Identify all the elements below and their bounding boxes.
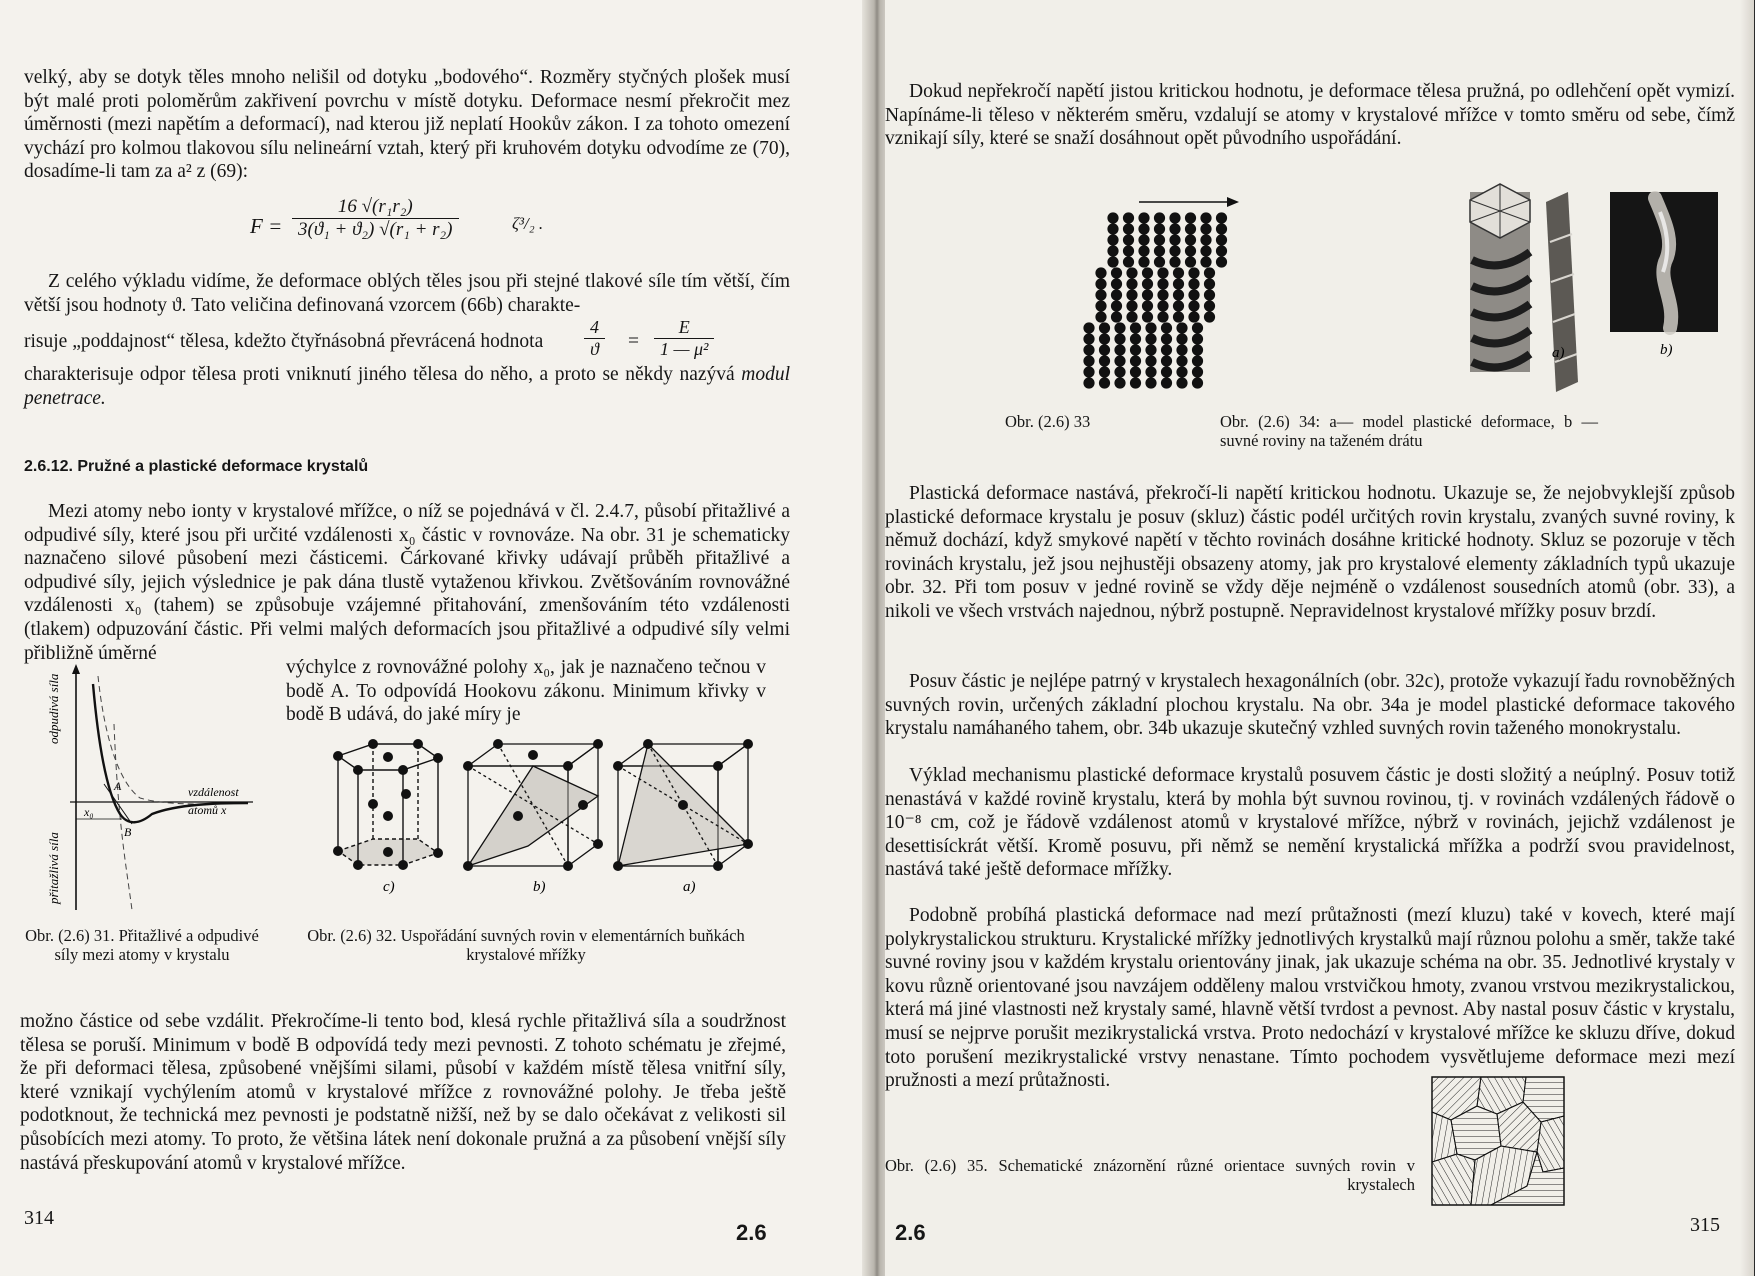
atom-dot [1114, 322, 1125, 333]
atom-dot [1111, 278, 1122, 289]
left-page [0, 0, 870, 1276]
fig31-ylabel-top: odpudivá síla [46, 673, 61, 744]
atom-dot [1095, 289, 1106, 300]
atom-dot [1099, 322, 1110, 333]
figure-31-force-curve [48, 664, 258, 916]
atom-dot [1188, 267, 1199, 278]
atom-dot [1123, 234, 1134, 245]
atom-dot [1204, 278, 1215, 289]
left-paragraph-3-continued: výchylce z rovnovážné polohy x₀, jak je naznačeno tečnou v bodě A. To odpovídá Hookovu zákonu. Minimum křivky v bodě B udává, do jaké míry je [286, 657, 766, 726]
formula-force [250, 196, 710, 262]
fig32-label-b: b) [533, 879, 546, 895]
atom-dot [1142, 289, 1153, 300]
atom-dot [1145, 355, 1156, 366]
atom-dot [1192, 355, 1203, 366]
atom-dot [1185, 234, 1196, 245]
atom-dot [1173, 311, 1184, 322]
atom-dot [1095, 300, 1106, 311]
atom-dot [1154, 234, 1165, 245]
atom-dot [1123, 256, 1134, 267]
figure-34-caption: Obr. (2.6) 34: a— model plastické deformace, b — suvné roviny na taženém drátu [1220, 412, 1598, 450]
atom-dot [1157, 300, 1168, 311]
atom-dot [1204, 300, 1215, 311]
penetration-line: risuje „poddajnost“ tělesa, kdežto čtyřnásobná převrácená hodnota $\frac{4}{ϑ}$ = $\frac{E}{\text{1 — μ²}}$ [24, 317, 790, 363]
atom-dot [1095, 311, 1106, 322]
atom-dot [1138, 245, 1149, 256]
atom-dot [1154, 256, 1165, 267]
figure-31-caption: Obr. (2.6) 31. Přitažlivé a odpudivé síly mezi atomy v krystalu [25, 926, 259, 964]
figure-35-polycrystal [1431, 1076, 1565, 1206]
atom-dot [1176, 344, 1187, 355]
atom-dot [1145, 333, 1156, 344]
atom-dot [1099, 355, 1110, 366]
section-mark-left: 2.6 [736, 1220, 767, 1245]
atom-dot [1161, 322, 1172, 333]
atom-dot [1107, 245, 1118, 256]
formula-fraction [292, 196, 459, 241]
atom-dot [1138, 223, 1149, 234]
atom-dot [1216, 234, 1227, 245]
atom-dot [1142, 278, 1153, 289]
atom-dot [1099, 366, 1110, 377]
atom-dot [1154, 212, 1165, 223]
atom-dot [1200, 212, 1211, 223]
atom-dot [1169, 256, 1180, 267]
atom-dot [1173, 267, 1184, 278]
atom-dot [1126, 278, 1137, 289]
figure-35-caption: Obr. (2.6) 35. Schematické znázornění různé orientace suvných rovin v krystalech [885, 1156, 1415, 1194]
atom-dot [1114, 355, 1125, 366]
atom-dot [1188, 289, 1199, 300]
atom-dot [1099, 344, 1110, 355]
atom-dot [1095, 278, 1106, 289]
atom-dot [1130, 355, 1141, 366]
atom-dot [1188, 278, 1199, 289]
fig31-label-x0: x₀ [84, 805, 94, 819]
atom-dot [1216, 212, 1227, 223]
atom-dot [1188, 311, 1199, 322]
atom-dot [1176, 377, 1187, 388]
atom-dot [1192, 333, 1203, 344]
fig32-hexagonal-cell [333, 739, 443, 870]
atom-dot [1192, 344, 1203, 355]
right-paragraph-3: Posuv částic je nejlépe patrný v krystalech hexagonálních (obr. 32c), protože vykazují řadu rovnoběžných suvných rovin, určených základní plochou krystalu. Na obr. 34a je model plastické deformace takového krystalu namáhaného tahem, obr. 34b ukazuje skutečný vzhled suvných rovin taženého monokrystalu. [885, 671, 1735, 740]
atom-dot [1107, 256, 1118, 267]
atom-dot [1130, 322, 1141, 333]
atom-dot [1169, 223, 1180, 234]
atom-dot [1204, 267, 1215, 278]
atom-dot [1083, 344, 1094, 355]
section-heading: 2.6.12. Pružné a plastické deformace krystalů [24, 458, 369, 475]
atom-dot [1099, 333, 1110, 344]
fig31-label-a: A [114, 779, 122, 793]
atom-dot [1176, 322, 1187, 333]
formula-denominator: 3(ϑ₁ + ϑ₂) √(r₁ + r₂) [298, 219, 453, 240]
fig34-label-b: b) [1660, 342, 1673, 358]
atom-dot [1107, 234, 1118, 245]
atom-dot [1161, 366, 1172, 377]
atom-dot [1111, 300, 1122, 311]
atom-dot [1216, 245, 1227, 256]
atom-dot [1173, 300, 1184, 311]
atom-dot [1130, 366, 1141, 377]
fig31-label-b: B [124, 825, 132, 839]
fig34-label-a: a) [1552, 345, 1565, 361]
atom-dot [1204, 289, 1215, 300]
atom-dot [1185, 223, 1196, 234]
atom-dot [1095, 267, 1106, 278]
atom-dot [1123, 223, 1134, 234]
right-paragraph-2: Plastická deformace nastává, překročí-li napětí kritickou hodnotu. Ukazuje se, že nejobvyklejší způsob plastické deformace krystalu je posuv (skluz) částic podél určitých rovin krystalu, zvaných suvné roviny, k němuž dochází, když smykové napětí v těchto rovinách dosáhne kritické hodnoty. Skluz se pozoruje v těch rovinách krystalu, jež jsou nejhustěji obsazeny atomy, jak pro krystalové elementy základních typů ukazuje obr. 32. Při tom posuv v jedné rovině se vždy děje nejméně o vzdálenost sousedních atomů (obr. 33), a nikoli ve všech vrstvách najednou, nýbrž postupně. Nepravidelnost krystalové mřížky posuv brzdí. [885, 483, 1735, 622]
fraction-4-theta: $\frac{4}{ϑ}$ [584, 317, 605, 360]
right-paragraph-4: Výklad mechanismu plastické deformace krystalů posuvem částic je dosti složitý a neúplný. Posuv totiž nenastává v každé rovině krystalu, která by mohla být suvnou rovinou, tj. v rovinách vzdálených řádově o 10⁻⁸ cm, což je řádově vzdálenost atomů v krystalové mřížce, nýbrž v rovinách, jejichž vzdálenost je desettisíckrát větší. Kromě posuvu, při němž se nemění krystalická mřížka a podrží svou pravidelnost, nastává také ještě deformace mřížky. [885, 765, 1735, 881]
left-paragraph-2: Z celého výkladu vidíme, že deformace oblých těles jsou při stejné tlakové síle tím větší, čím větší jsou hodnoty ϑ. Tato veličina definovaná vzorcem (66b) charakte- risuje „poddajnost“ tělesa, kdežto čtyřnásobná převrácená hodnota $\frac{4}{ϑ}$ = $\frac{E}{\text{1 — μ²}}$ charakterisuje odpor tělesa proti vniknutí jiného tělesa do něho, a proto se někdy nazývá modul penetrace. [24, 271, 790, 409]
atom-dot [1126, 311, 1137, 322]
atom-dot [1176, 333, 1187, 344]
atom-dot [1157, 289, 1168, 300]
atom-dot [1161, 355, 1172, 366]
fig32-label-a: a) [683, 879, 696, 895]
formula-tail: ζ³/₂ . [512, 214, 544, 233]
atom-dot [1114, 333, 1125, 344]
atom-dot [1185, 256, 1196, 267]
atom-dot [1200, 245, 1211, 256]
atom-dot [1123, 212, 1134, 223]
atom-dot [1130, 333, 1141, 344]
atom-dot [1161, 377, 1172, 388]
formula-lhs: F = [250, 214, 283, 238]
left-paragraph-3: Mezi atomy nebo ionty v krystalové mřížce, o níž se pojednává v čl. 2.4.7, působí přitažlivé a odpudivé síly, které jsou při určité vzdálenosti x₀ částic v rovnováze. Na obr. 31 je schematicky naznačeno silové působení mezi částicemi. Čárkované křivky udávají průběh přitažlivé a odpudivé síly, jejich výslednice je pak dána tlustě vytaženou křivkou. Zvětšováním rovnovážné vzdálenosti x₀ (tahem) se způsobuje vzájemné přitahování, zmenšováním této vzdálenosti (tlakem) odpuzování částic. Při velmi malých deformacích jsou přitažlivé a odpudivé síly velmi přibližně úměrné [24, 501, 790, 664]
atom-dot [1083, 377, 1094, 388]
atom-dot [1142, 311, 1153, 322]
atom-dot [1200, 223, 1211, 234]
left-top-paragraph: velký, aby se dotyk těles mnoho nelišil od dotyku „bodového“. Rozměry styčných plošek musí být malé proti poloměrům zakřivení povrchu v místě dotyku. Deformace nesmí překročit mez úměrnosti (mezi napětím a deformací), nad kterou již neplatí Hookův zákon. I za tohoto omezení vychází pro kolmou tlakovou sílu nelineární vztah, který při kruhovém dotyku odvodíme ze (70), dosadíme-li tam za a² z (69): [24, 67, 790, 183]
figure-34-plastic-model [1460, 182, 1755, 402]
atom-dot [1083, 355, 1094, 366]
atom-dot [1083, 333, 1094, 344]
atom-dot [1185, 212, 1196, 223]
fig31-label-atoms: atomů x [188, 803, 227, 817]
fig34b-drawn-wire-photo [1610, 192, 1718, 332]
atom-dot [1114, 344, 1125, 355]
atom-dot [1200, 256, 1211, 267]
atom-dot [1204, 311, 1215, 322]
atom-dot [1173, 278, 1184, 289]
atom-dot [1173, 289, 1184, 300]
atom-dot [1169, 212, 1180, 223]
atom-dot [1169, 234, 1180, 245]
fig32-label-c: c) [383, 879, 395, 895]
atom-dot [1161, 344, 1172, 355]
atom-dot [1161, 333, 1172, 344]
atom-dot [1123, 245, 1134, 256]
atom-dot [1138, 234, 1149, 245]
fig32-bcc-cell [613, 739, 753, 871]
atom-dot [1145, 377, 1156, 388]
atom-dot [1192, 377, 1203, 388]
atom-dot [1138, 212, 1149, 223]
right-page [885, 0, 1754, 1276]
figure-33-caption: Obr. (2.6) 33 [1005, 412, 1091, 431]
atom-dot [1099, 377, 1110, 388]
left-paragraph-4: možno částice od sebe vzdálit. Překročíme-li tento bod, klesá rychle přitažlivá síla a soudržnost tělesa se poruší. Minimum v bodě B odpovídá tedy mezi pevnosti. Z tohoto schématu je zřejmé, že při deformaci tělesa, způsobené vnějšími silami, působí v každém místě tělesa vnitřní síly, které vznikají vychýlením atomů v krystalové mřížce z rovnovážné polohy. Je třeba ještě podotknout, že technická mez pevnosti je podstatně nižší, než by se dalo očekávat z velikosti sil působících mezi atomy. To proto, že většina látek není dokonale pružná a za působení vnější síly nastává přeskupování atomů v krystalové mřížce. [20, 1011, 786, 1174]
figure-32-caption: Obr. (2.6) 32. Uspořádání suvných rovin v elementárních buňkách krystalové mřížky [307, 926, 745, 964]
formula-numerator: 16 √(r₁r₂) [292, 196, 459, 219]
atom-dot [1126, 267, 1137, 278]
atom-dot [1188, 300, 1199, 311]
atom-dot [1185, 245, 1196, 256]
atom-dot [1145, 344, 1156, 355]
right-paragraph-1: Dokud nepřekročí napětí jistou kritickou hodnotu, je deformace tělesa pružná, po odlehčení opět vymizí. Napínáme-li těleso v některém směru, vzdalují se atomy v krystalové mřížce v tomto směru od sebe, čímž vznikají síly, které se snaží dosáhnout opět původního uspořádání. [885, 81, 1735, 150]
atom-dot [1200, 234, 1211, 245]
atom-dot [1126, 289, 1137, 300]
atom-dot [1176, 355, 1187, 366]
figure-32-unit-cells [328, 736, 778, 894]
atom-dot [1157, 278, 1168, 289]
page-number-left: 314 [24, 1207, 54, 1229]
right-paragraph-5: Podobně probíhá plastická deformace nad mezí průtažnosti (mezí kluzu) také v kovech, které mají polykrystalickou strukturu. Krystalické mřížky jednotlivých krystalků mají různou polohu a směr, takže také suvné roviny jsou v každém krystalu orientovány jinak, jak ukazuje schéma na obr. 35. Jednotlivé krystaly v kovu různě orientované jsou navzájem odděleny malou vrstvičkou hmoty, zvanou vrstvou mezikrystalickou, která má jiné vlastnosti než krystaly samé, hlavně větší tvrdost a pevnost. Aby nastal posuv částic v krystalu, musí se nejprve porušit mezikrystalická vrstva. Proto nedochází v krystalové mřížce ke skluzu dříve, dokud toto porušení mezikrystalické vrstvy nenastane. Tímto pochodem vysvětlujeme deformace mezi mezí pružnosti a mezí průtažnosti. [885, 905, 1735, 1092]
atom-dot [1107, 223, 1118, 234]
fraction-e-mu: $\frac{E}{\text{1 — μ²}}$ [654, 317, 714, 360]
atom-dot [1216, 256, 1227, 267]
atom-dot [1142, 300, 1153, 311]
atom-dot [1157, 311, 1168, 322]
atom-dot [1145, 366, 1156, 377]
atom-dot [1154, 245, 1165, 256]
atom-dot [1154, 223, 1165, 234]
atom-dot [1142, 267, 1153, 278]
fig31-label-distance: vzdálenost [188, 785, 239, 799]
atom-dot [1130, 377, 1141, 388]
atom-dot [1176, 366, 1187, 377]
page-number-right: 315 [1690, 1214, 1720, 1236]
atom-dot [1157, 267, 1168, 278]
atom-dot [1114, 366, 1125, 377]
atom-dot [1111, 311, 1122, 322]
figure-33-atom-layers [1079, 194, 1257, 390]
atom-dot [1107, 212, 1118, 223]
atom-dot [1145, 322, 1156, 333]
atom-dot [1111, 267, 1122, 278]
atom-dot [1138, 256, 1149, 267]
section-mark-right: 2.6 [895, 1220, 926, 1245]
atom-dot [1192, 322, 1203, 333]
atom-dot [1216, 223, 1227, 234]
atom-dot [1114, 377, 1125, 388]
atom-dot [1126, 300, 1137, 311]
atom-dot [1130, 344, 1141, 355]
fig32-fcc-cell [463, 739, 603, 871]
atom-dot [1192, 366, 1203, 377]
atom-dot [1083, 322, 1094, 333]
fig31-ylabel-bottom: přitažlivá síla [46, 832, 61, 904]
atom-dot [1111, 289, 1122, 300]
atom-dot [1083, 366, 1094, 377]
atom-dot [1169, 245, 1180, 256]
